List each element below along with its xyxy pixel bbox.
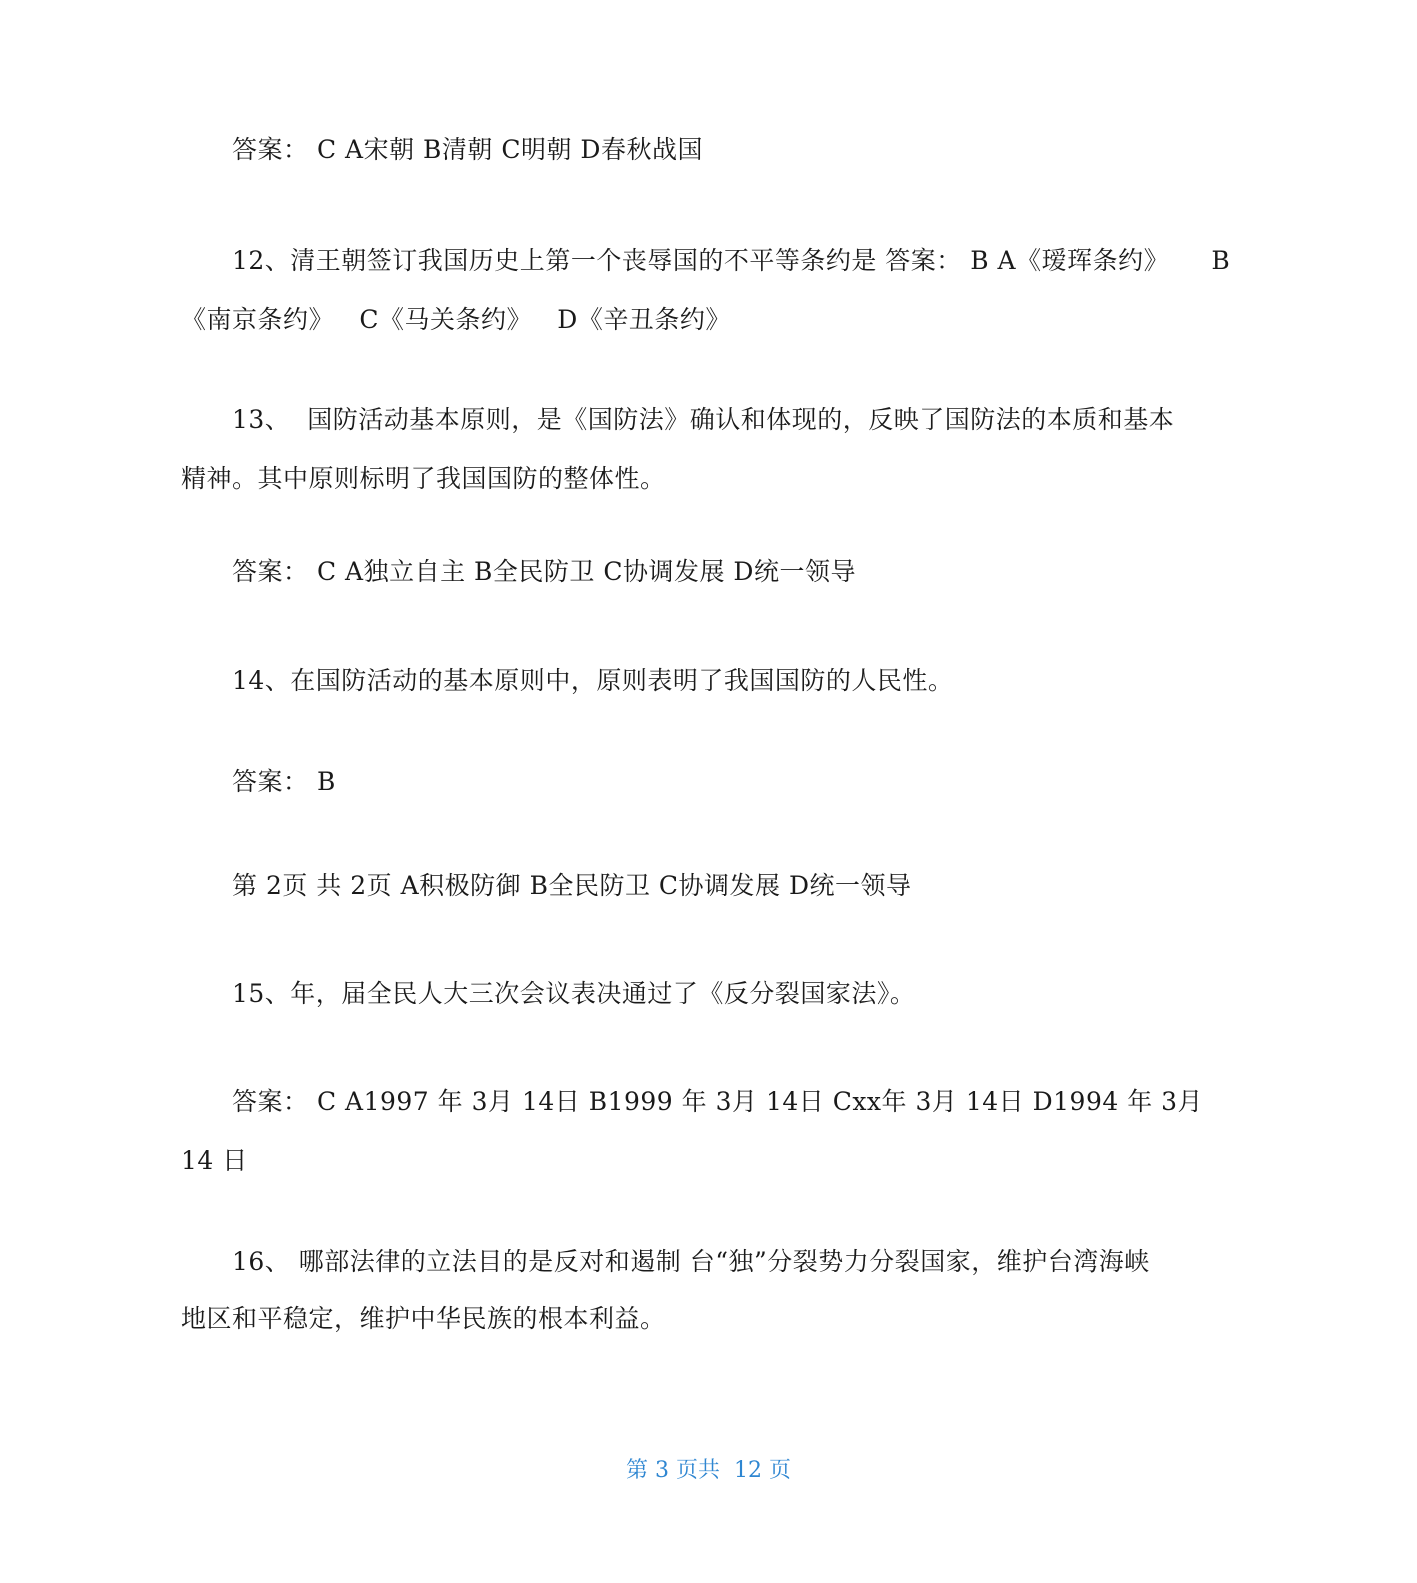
question-14-line: 14、在国防活动的基本原则中，原则表明了我国国防的人民性。 bbox=[232, 666, 954, 695]
question-16-line-1: 16、 哪部法律的立法目的是反对和遏制 台“独”分裂势力分裂国家，维护台湾海峡 bbox=[232, 1247, 1150, 1276]
question-13-line-1: 13、 国防活动基本原则，是《国防法》确认和体现的，反映了国防法的本质和基本 bbox=[232, 405, 1175, 434]
answer-line-15-2: 14 日 bbox=[181, 1146, 248, 1175]
question-16-line-2: 地区和平稳定，维护中华民族的根本利益。 bbox=[181, 1304, 666, 1333]
question-12-line-1: 12、清王朝签订我国历史上第一个丧辱国的不平等条约是 答案： B A《瑷珲条约》 B bbox=[232, 246, 1231, 275]
question-15-line: 15、年，届全民人大三次会议表决通过了《反分裂国家法》。 bbox=[232, 979, 916, 1008]
answer-line-11: 答案： C A宋朝 B清朝 C明朝 D春秋战国 bbox=[232, 135, 703, 164]
question-12-line-2: 《南京条约》 C《马关条约》 D《辛丑条约》 bbox=[181, 305, 731, 334]
page-number-footer: 第 3 页共 12 页 bbox=[626, 1458, 791, 1483]
answer-line-14: 答案： B bbox=[232, 767, 336, 796]
answer-line-13: 答案： C A独立自主 B全民防卫 C协调发展 D统一领导 bbox=[232, 557, 856, 586]
question-13-line-2: 精神。其中原则标明了我国国防的整体性。 bbox=[181, 464, 666, 493]
options-line-14: 第 2页 共 2页 A积极防御 B全民防卫 C协调发展 D统一领导 bbox=[232, 871, 912, 900]
answer-line-15-1: 答案： C A1997 年 3月 14日 B1999 年 3月 14日 Cxx年 3月 14日 D1994 年 3月 bbox=[232, 1087, 1204, 1116]
